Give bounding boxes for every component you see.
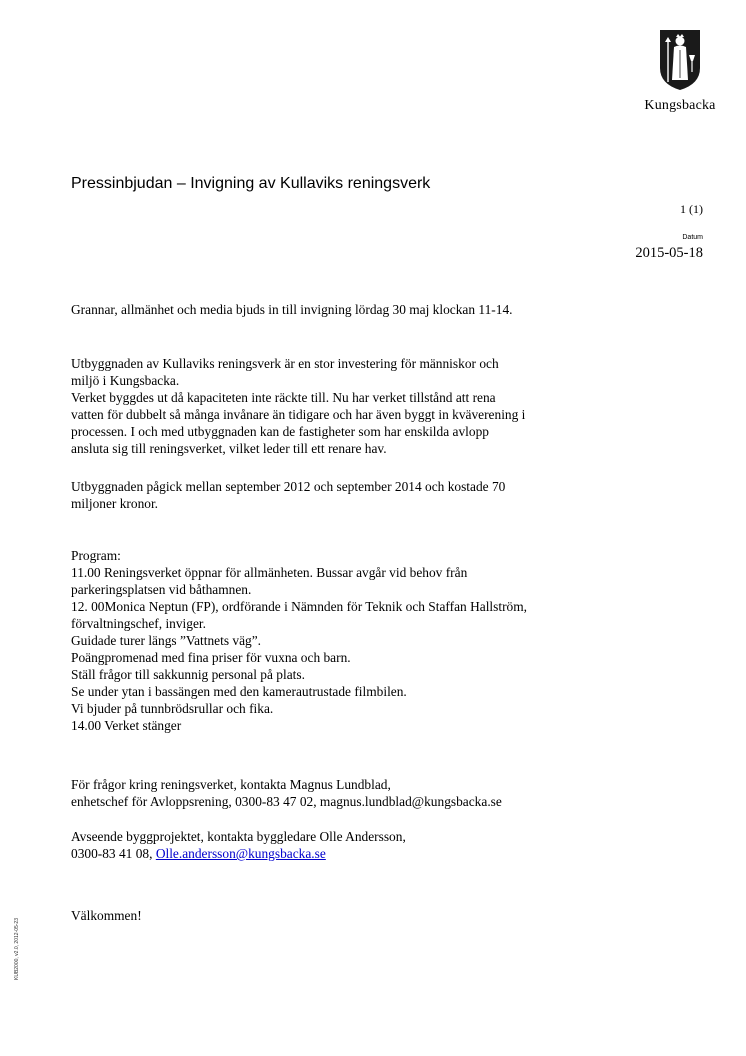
text-line: processen. I och med utbyggnaden kan de fastigheter som har enskilda avlopp bbox=[71, 424, 489, 439]
program-line: Guidade turer längs ”Vattnets väg”. bbox=[71, 633, 262, 648]
program-line: 14.00 Verket stänger bbox=[71, 718, 182, 733]
template-version-note: KUB2000, v2.0, 2012-05-23 bbox=[14, 918, 20, 980]
phone-text: 0300-83 41 08, bbox=[71, 846, 156, 861]
text-line: Utbyggnaden av Kullaviks reningsverk är en stor investering för människor och bbox=[71, 356, 499, 371]
text-line: Avseende byggprojektet, kontakta byggledare Olle Andersson, bbox=[71, 829, 406, 844]
intro-paragraph bbox=[71, 301, 631, 318]
program-line: Ställ frågor till sakkunnig personal på plats. bbox=[71, 667, 305, 682]
text-line: miljö i Kungsbacka. bbox=[71, 373, 180, 388]
text-line: enhetschef för Avloppsrening, 0300-83 47 02, magnus.lundblad@kungsbacka.se bbox=[71, 794, 502, 809]
coat-of-arms-icon bbox=[658, 28, 702, 92]
closing-line: Välkommen! bbox=[71, 908, 142, 923]
text-line: För frågor kring reningsverket, kontakta Magnus Lundblad, bbox=[71, 777, 391, 792]
date-label: Datum bbox=[682, 234, 703, 241]
program-line: 12. 00Monica Neptun (FP), ordförande i Nämnden för Teknik och Staffan Hallström, bbox=[71, 599, 527, 614]
program-heading: Program: bbox=[71, 548, 121, 563]
text-line: ansluta sig till reningsverket, vilket leder till ett renare hav. bbox=[71, 441, 387, 456]
logo bbox=[640, 28, 720, 114]
closing bbox=[71, 907, 631, 924]
cost-paragraph bbox=[71, 478, 631, 512]
text-line bbox=[71, 845, 631, 862]
description-paragraph bbox=[71, 355, 631, 457]
program-line: Se under ytan i bassängen med den kamerautrustade filmbilen. bbox=[71, 684, 407, 699]
program-line: parkeringsplatsen vid båthamnen. bbox=[71, 582, 252, 597]
program-line: Poängpromenad med fina priser för vuxna och barn. bbox=[71, 650, 351, 665]
program-section bbox=[71, 547, 631, 734]
program-line: Vi bjuder på tunnbrödsrullar och fika. bbox=[71, 701, 274, 716]
text-line: vatten för dubbelt så många invånare än tidigare och har även byggt in kväverening i bbox=[71, 407, 526, 422]
document-date: 2015-05-18 bbox=[635, 245, 703, 261]
document-title: Pressinbjudan – Invigning av Kullaviks reningsverk bbox=[71, 175, 431, 192]
logo-text: Kungsbacka bbox=[644, 98, 716, 113]
text-line: miljoner kronor. bbox=[71, 496, 159, 511]
contact-byggprojekt bbox=[71, 828, 631, 862]
page-number: 1 (1) bbox=[680, 202, 703, 216]
text-line: Verket byggdes ut då kapaciteten inte räckte till. Nu har verket tillstånd att rena bbox=[71, 390, 496, 405]
text-line: Utbyggnaden pågick mellan september 2012 och september 2014 och kostade 70 bbox=[71, 479, 506, 494]
email-link[interactable]: Olle.andersson@kungsbacka.se bbox=[155, 846, 326, 861]
program-line: 11.00 Reningsverket öppnar för allmänheten. Bussar avgår vid behov från bbox=[71, 565, 468, 580]
program-line: förvaltningschef, inviger. bbox=[71, 616, 206, 631]
contact-reningsverket bbox=[71, 776, 631, 810]
intro-line: Grannar, allmänhet och media bjuds in till invigning lördag 30 maj klockan 11-14. bbox=[71, 302, 513, 317]
